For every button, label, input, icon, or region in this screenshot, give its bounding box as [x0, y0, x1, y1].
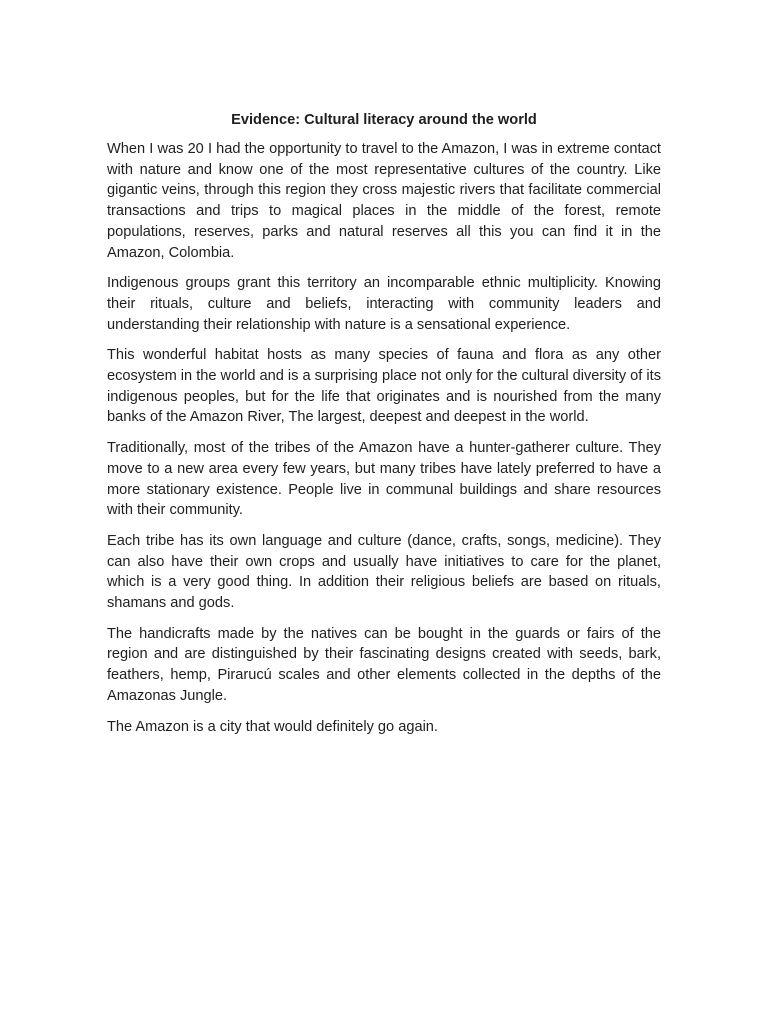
paragraph-5: Each tribe has its own language and culture (dance, crafts, songs, medicine). They can also have their own crops and usually have initiatives to care for the planet, which is a very good thing. In addition their religious beliefs are based on rituals, shamans and gods.	[107, 532, 661, 612]
paragraph-2: Indigenous groups grant this territory an incomparable ethnic multiplicity. Knowing their rituals, culture and beliefs, interacting with community leaders and understanding their relationship with nature is a sensational experience.	[107, 275, 661, 333]
document-body	[107, 110, 661, 747]
paragraph-3: This wonderful habitat hosts as many species of fauna and flora as any other ecosystem in the world and is a surprising place not only for the cultural diversity of its indigenous peoples, but for the life that originates and is nourished from the many banks of the Amazon River, The largest, deepest and deepest in the world.	[107, 347, 662, 426]
paragraph-1: When I was 20 I had the opportunity to travel to the Amazon, I was in extreme contact with nature and know one of the most representative cultures of the country. Like gigantic veins, through this region they cross majestic rivers that facilitate commercial transactions and trips to magical places in the middle of the forest, remote populations, reserves, parks and natural reserves all this you can find it in the Amazon, Colombia.	[107, 141, 661, 261]
paragraph-6: The handicrafts made by the natives can be bought in the guards or fairs of the region and are distinguished by their fascinating designs created with seeds, bark, feathers, hemp, Pirarucú scales and other elements collected in the depths of the Amazonas Jungle.	[107, 625, 661, 704]
document-title: Evidence: Cultural literacy around the world	[231, 112, 537, 128]
paragraph-4: Traditionally, most of the tribes of the Amazon have a hunter-gatherer culture. They move to a new area every few years, but many tribes have lately preferred to have a more stationary existence. People live in communal buildings and share resources with their community.	[107, 440, 661, 519]
paragraph-7: The Amazon is a city that would definitely go again.	[107, 718, 438, 735]
